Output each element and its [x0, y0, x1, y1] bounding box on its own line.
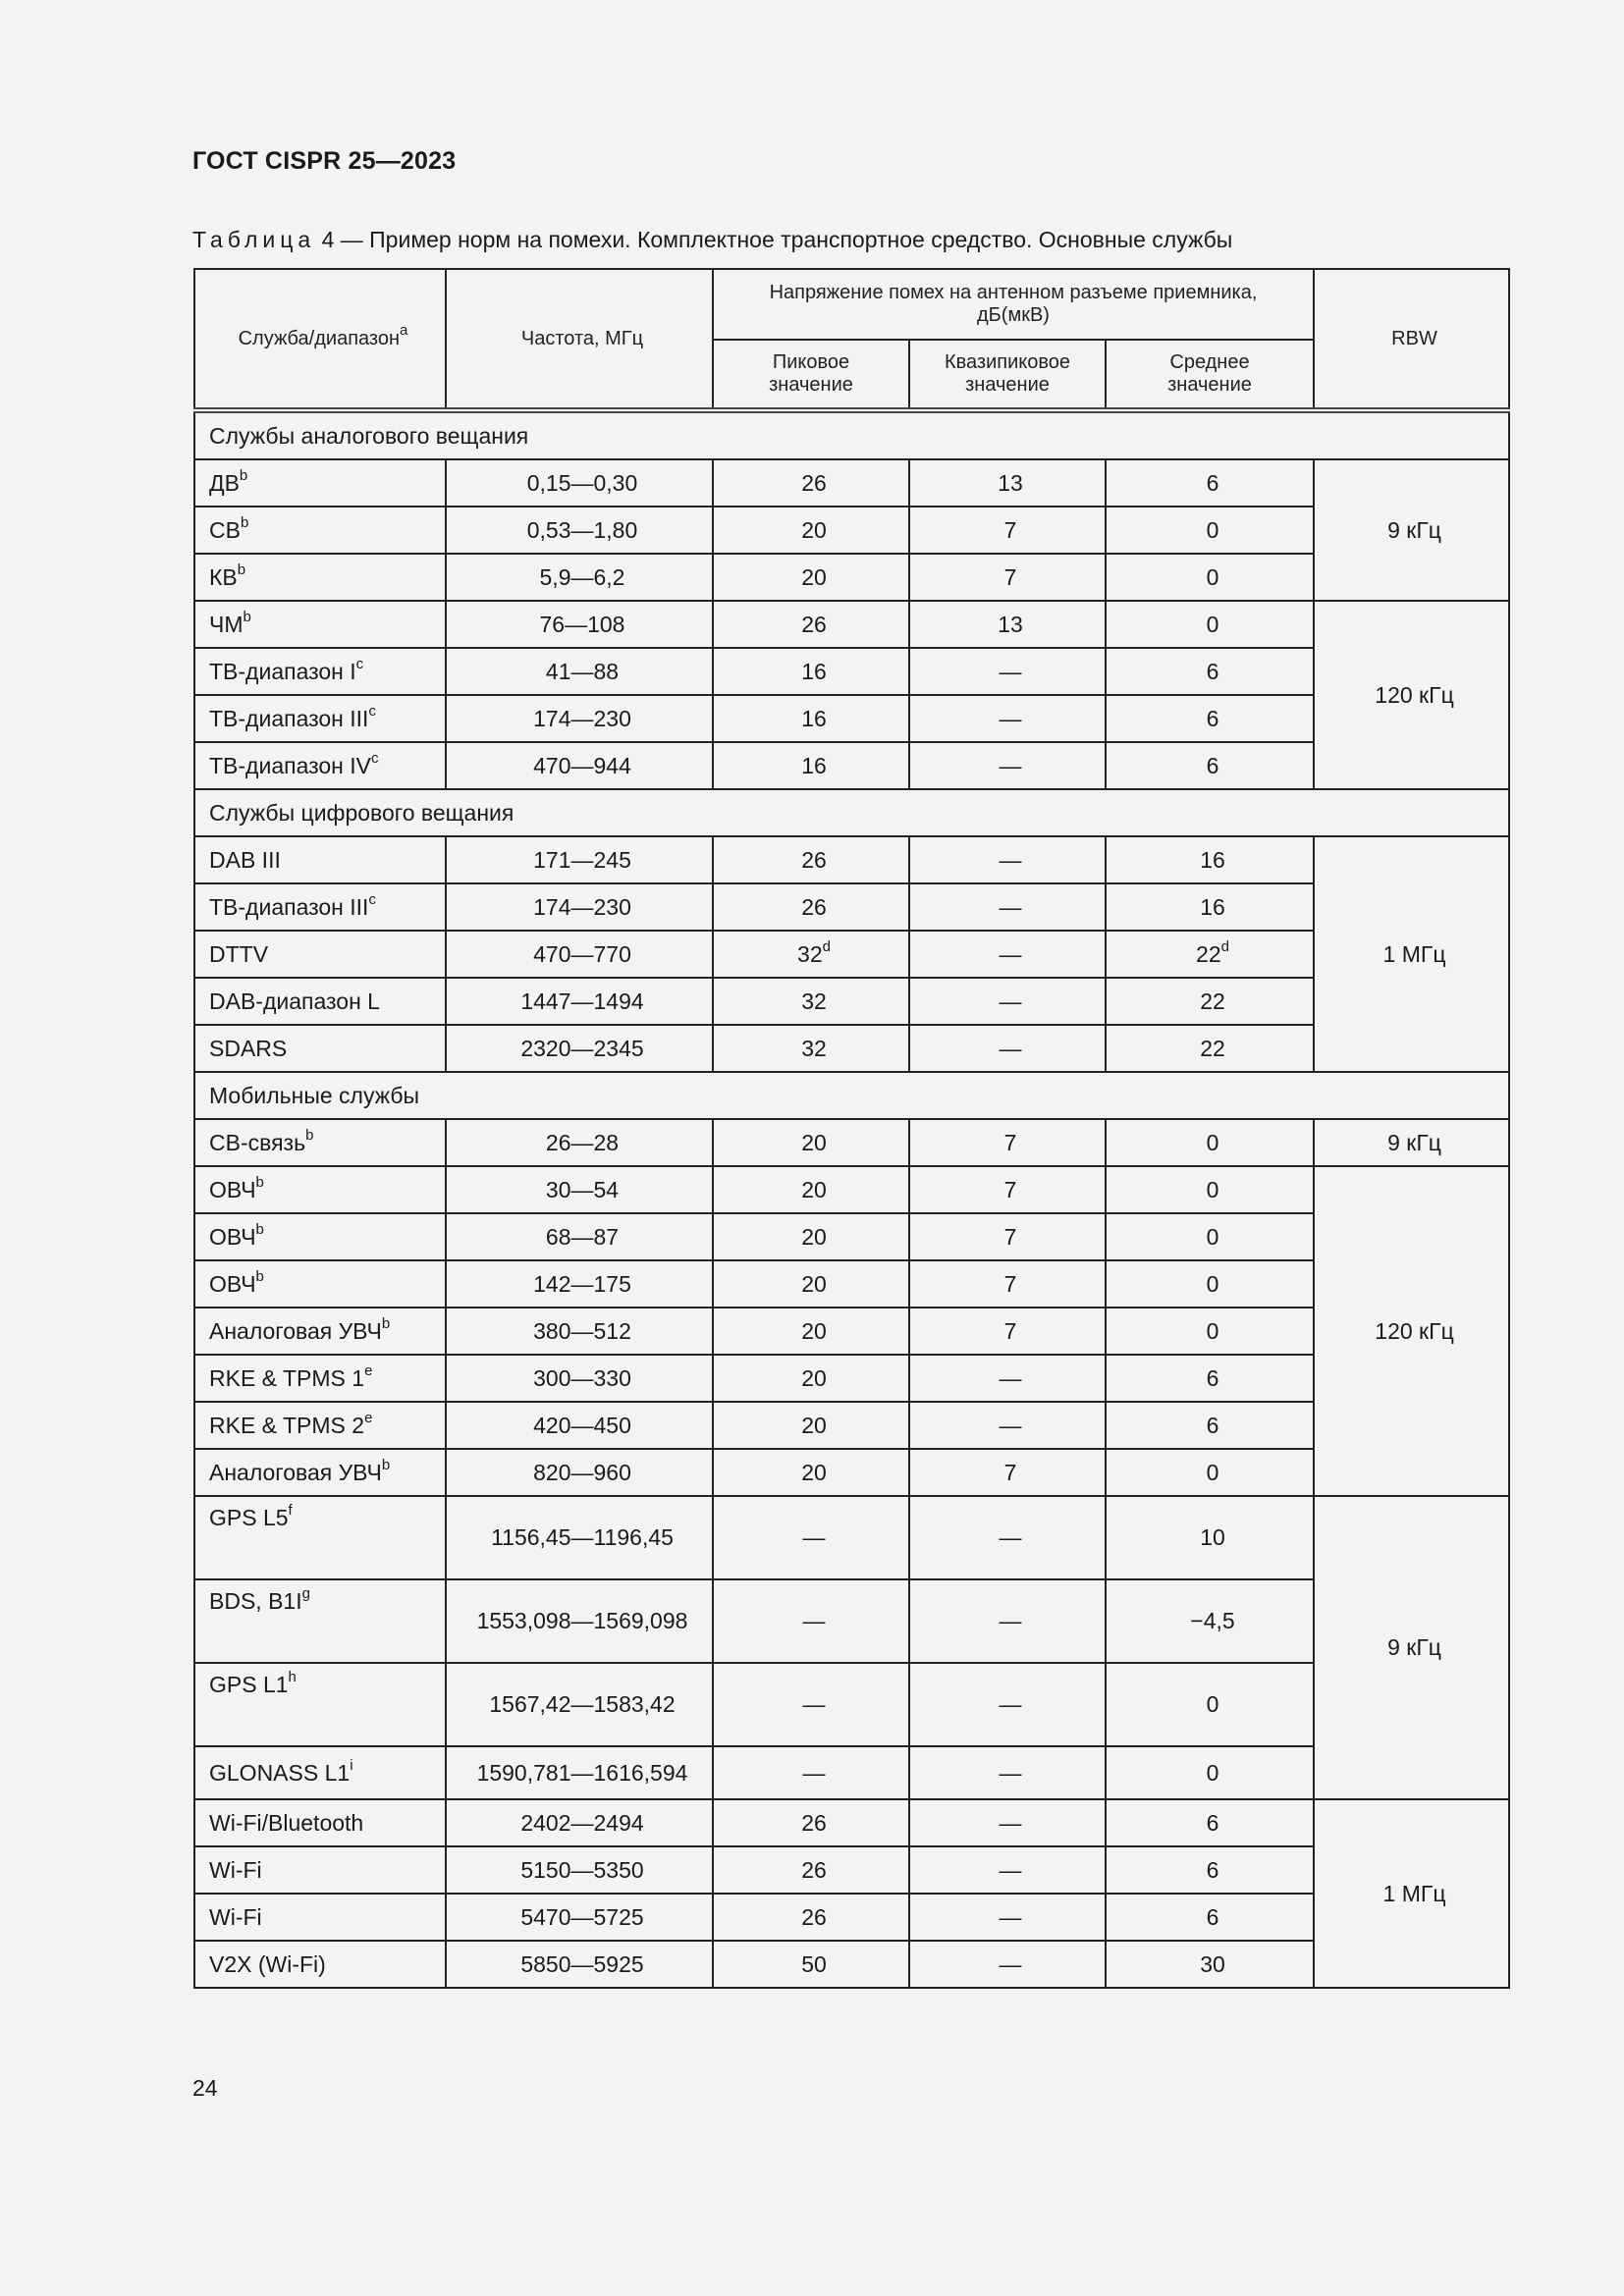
- table-row: [194, 1496, 1509, 1579]
- cell-rbw: 1 МГц: [1314, 1799, 1509, 1988]
- cell-average: 16: [1106, 883, 1314, 931]
- cell-peak: 20: [713, 507, 909, 554]
- cell-rbw: 9 кГц: [1314, 1496, 1509, 1799]
- header-average: Среднее значение: [1106, 340, 1314, 410]
- cell-average: 0: [1106, 1260, 1314, 1308]
- header-rbw: RBW: [1314, 269, 1509, 410]
- cell-quasi-peak: 7: [909, 1449, 1106, 1496]
- cell-service: SDARS: [194, 1025, 446, 1072]
- cell-service: $ДВ^b$: [194, 459, 446, 507]
- cell-peak: 20: [713, 1260, 909, 1308]
- cell-average: 6: [1106, 459, 1314, 507]
- cell-average: 6: [1106, 695, 1314, 742]
- cell-average: 16: [1106, 836, 1314, 883]
- cell-service: RKE & TPMS 1e: [194, 1355, 446, 1402]
- cell-quasi-peak: 13: [909, 459, 1106, 507]
- cell-service: ТВ-диапазон $I^c$: [194, 648, 446, 695]
- cell-frequency: 420—450: [446, 1402, 713, 1449]
- cell-frequency: 5,9—6,2: [446, 554, 713, 601]
- cell-service: ТВ-диапазон III$^c$: [194, 695, 446, 742]
- cell-peak: —: [713, 1496, 909, 1579]
- cell-average: 22: [1106, 1025, 1314, 1072]
- table-row: [194, 931, 1509, 978]
- cell-service: ОВЧ$^b$: [194, 1166, 446, 1213]
- cell-peak: 32$^d$: [713, 931, 909, 978]
- cell-peak: 26: [713, 836, 909, 883]
- cell-average: 6: [1106, 648, 1314, 695]
- cell-quasi-peak: —: [909, 883, 1106, 931]
- cell-frequency: 380—512: [446, 1308, 713, 1355]
- cell-frequency: 300—330: [446, 1355, 713, 1402]
- table-row: [194, 1402, 1509, 1449]
- cell-service: $КВ^b$: [194, 554, 446, 601]
- cell-average: 22$^d$: [1106, 931, 1314, 978]
- table-row: [194, 507, 1509, 554]
- cell-frequency: 1567,42—1583,42: [446, 1663, 713, 1746]
- cell-service: DTTV: [194, 931, 446, 978]
- cell-frequency: 26—28: [446, 1119, 713, 1166]
- table-row: [194, 1025, 1509, 1072]
- cell-frequency: 174—230: [446, 695, 713, 742]
- cell-frequency: 2402—2494: [446, 1799, 713, 1846]
- cell-peak: 26: [713, 883, 909, 931]
- cell-service: BDS, $B1I^g$: [194, 1579, 446, 1663]
- cell-rbw: 120 кГц: [1314, 1166, 1509, 1496]
- cell-average: 6: [1106, 1402, 1314, 1449]
- cell-peak: 32: [713, 978, 909, 1025]
- cell-frequency: 2320—2345: [446, 1025, 713, 1072]
- cell-peak: 26: [713, 601, 909, 648]
- cell-frequency: 174—230: [446, 883, 713, 931]
- cell-quasi-peak: —: [909, 1355, 1106, 1402]
- cell-average: 0: [1106, 1166, 1314, 1213]
- cell-average: 6: [1106, 1799, 1314, 1846]
- cell-frequency: 76—108: [446, 601, 713, 648]
- cell-average: 0: [1106, 1663, 1314, 1746]
- cell-peak: —: [713, 1663, 909, 1746]
- cell-frequency: 30—54: [446, 1166, 713, 1213]
- cell-quasi-peak: —: [909, 1496, 1106, 1579]
- cell-quasi-peak: —: [909, 1025, 1106, 1072]
- cell-frequency: 5850—5925: [446, 1941, 713, 1988]
- cell-quasi-peak: —: [909, 1799, 1106, 1846]
- cell-quasi-peak: —: [909, 742, 1106, 789]
- cell-service: Wi-Fi/Bluetooth: [194, 1799, 446, 1846]
- table-row: [194, 601, 1509, 648]
- table-body: [194, 410, 1509, 1988]
- cell-service: V2X (Wi-Fi): [194, 1941, 446, 1988]
- table-row: [194, 695, 1509, 742]
- cell-average: 6: [1106, 1894, 1314, 1941]
- cell-peak: 16: [713, 742, 909, 789]
- cell-peak: —: [713, 1579, 909, 1663]
- cell-frequency: 1156,45—1196,45: [446, 1496, 713, 1579]
- cell-average: 0: [1106, 507, 1314, 554]
- cell-average: 10: [1106, 1496, 1314, 1579]
- cell-quasi-peak: 13: [909, 601, 1106, 648]
- cell-quasi-peak: —: [909, 1663, 1106, 1746]
- cell-frequency: 470—944: [446, 742, 713, 789]
- table-row: [194, 1746, 1509, 1799]
- cell-quasi-peak: 7: [909, 507, 1106, 554]
- cell-service: DAB III: [194, 836, 446, 883]
- document-header: ГОСТ CISPR 25—2023: [192, 147, 457, 175]
- table-row: [194, 978, 1509, 1025]
- cell-average: 22: [1106, 978, 1314, 1025]
- cell-quasi-peak: 7: [909, 1119, 1106, 1166]
- cell-peak: 20: [713, 1355, 909, 1402]
- table-row: [194, 836, 1509, 883]
- cell-average: 0: [1106, 601, 1314, 648]
- cell-service: $ЧМ^b$: [194, 601, 446, 648]
- table-row: [194, 1941, 1509, 1988]
- table-row: [194, 883, 1509, 931]
- cell-peak: 20: [713, 1213, 909, 1260]
- cell-peak: 20: [713, 1308, 909, 1355]
- cell-frequency: 470—770: [446, 931, 713, 978]
- cell-service: Аналоговая УВЧ$^b$: [194, 1308, 446, 1355]
- cell-service: ТВ-диапазон $IV^c$: [194, 742, 446, 789]
- cell-average: 0: [1106, 1746, 1314, 1799]
- cell-service: ОВЧ$^b$: [194, 1260, 446, 1308]
- table-caption: [192, 227, 1232, 253]
- cell-peak: 20: [713, 1166, 909, 1213]
- cell-frequency: 1447—1494: [446, 978, 713, 1025]
- table-row: [194, 1355, 1509, 1402]
- cell-frequency: 1553,098—1569,098: [446, 1579, 713, 1663]
- cell-service: $СВ^b$: [194, 507, 446, 554]
- cell-service: Аналоговая УВЧ$^b$: [194, 1449, 446, 1496]
- cell-peak: 16: [713, 648, 909, 695]
- cell-frequency: 68—87: [446, 1213, 713, 1260]
- cell-service: Wi-Fi: [194, 1846, 446, 1894]
- cell-quasi-peak: —: [909, 836, 1106, 883]
- cell-service: RKE & TPMS 2e: [194, 1402, 446, 1449]
- cell-peak: —: [713, 1746, 909, 1799]
- interference-limits-table: [193, 268, 1510, 1989]
- cell-service: GPS L5$^f$: [194, 1496, 446, 1579]
- table-row: [194, 1846, 1509, 1894]
- cell-service: СВ-связь$^b$: [194, 1119, 446, 1166]
- table-caption-text: 4 — Пример норм на помехи. Комплектное транспортное средство. Основные службы: [315, 227, 1233, 252]
- header-quasi-peak: Квазипиковое значение: [909, 340, 1106, 410]
- table-row: [194, 1799, 1509, 1846]
- section-title: Службы аналогового вещания: [194, 410, 1509, 459]
- cell-average: 6: [1106, 742, 1314, 789]
- cell-quasi-peak: —: [909, 1894, 1106, 1941]
- cell-frequency: 171—245: [446, 836, 713, 883]
- cell-average: 30: [1106, 1941, 1314, 1988]
- cell-service: Wi-Fi: [194, 1894, 446, 1941]
- table-row: [194, 459, 1509, 507]
- table-row: [194, 742, 1509, 789]
- cell-peak: 20: [713, 1402, 909, 1449]
- table-row: [194, 554, 1509, 601]
- cell-peak: 20: [713, 1119, 909, 1166]
- section-title: Мобильные службы: [194, 1072, 1509, 1119]
- table-row: [194, 1213, 1509, 1260]
- cell-quasi-peak: —: [909, 1846, 1106, 1894]
- header-frequency: Частота, МГц: [446, 269, 713, 410]
- cell-average: 0: [1106, 1449, 1314, 1496]
- cell-quasi-peak: —: [909, 978, 1106, 1025]
- cell-frequency: 41—88: [446, 648, 713, 695]
- section-title: Службы цифрового вещания: [194, 789, 1509, 836]
- cell-rbw: 9 кГц: [1314, 1119, 1509, 1166]
- table-row: [194, 1308, 1509, 1355]
- cell-peak: 26: [713, 459, 909, 507]
- cell-quasi-peak: —: [909, 931, 1106, 978]
- cell-peak: 50: [713, 1941, 909, 1988]
- table-row: [194, 648, 1509, 695]
- cell-average: 0: [1106, 1119, 1314, 1166]
- cell-frequency: 142—175: [446, 1260, 713, 1308]
- cell-quasi-peak: —: [909, 1402, 1106, 1449]
- cell-quasi-peak: —: [909, 1579, 1106, 1663]
- cell-service: GPS L1$^h$: [194, 1663, 446, 1746]
- cell-frequency: 0,53—1,80: [446, 507, 713, 554]
- cell-peak: 20: [713, 554, 909, 601]
- cell-service: DAB-диапазон L: [194, 978, 446, 1025]
- table-row: [194, 1119, 1509, 1166]
- page-number: 24: [192, 2075, 218, 2101]
- table-caption-prefix: Таблица: [192, 227, 316, 252]
- header-voltage: Напряжение помех на антенном разъеме приемника, дБ(мкВ): [713, 269, 1314, 340]
- table-row: [194, 1166, 1509, 1213]
- cell-quasi-peak: —: [909, 648, 1106, 695]
- cell-frequency: 820—960: [446, 1449, 713, 1496]
- cell-peak: 26: [713, 1846, 909, 1894]
- cell-peak: 26: [713, 1799, 909, 1846]
- cell-peak: 20: [713, 1449, 909, 1496]
- cell-average: 0: [1106, 1308, 1314, 1355]
- cell-frequency: 0,15—0,30: [446, 459, 713, 507]
- table-row: [194, 1894, 1509, 1941]
- cell-average: 6: [1106, 1846, 1314, 1894]
- cell-quasi-peak: —: [909, 695, 1106, 742]
- cell-service: ОВЧ$^b$: [194, 1213, 446, 1260]
- header-peak: Пиковое значение: [713, 340, 909, 410]
- cell-peak: 32: [713, 1025, 909, 1072]
- cell-quasi-peak: 7: [909, 554, 1106, 601]
- cell-frequency: 1590,781—1616,594: [446, 1746, 713, 1799]
- cell-average: 0: [1106, 1213, 1314, 1260]
- table-row: [194, 1260, 1509, 1308]
- cell-rbw: 120 кГц: [1314, 601, 1509, 789]
- cell-peak: 16: [713, 695, 909, 742]
- cell-quasi-peak: 7: [909, 1308, 1106, 1355]
- cell-quasi-peak: —: [909, 1746, 1106, 1799]
- table-row: [194, 1449, 1509, 1496]
- cell-peak: 26: [713, 1894, 909, 1941]
- cell-frequency: 5470—5725: [446, 1894, 713, 1941]
- table-row: [194, 1663, 1509, 1746]
- cell-service: GLONASS L1$^i$: [194, 1746, 446, 1799]
- cell-rbw: 1 МГц: [1314, 836, 1509, 1072]
- cell-service: ТВ-диапазон III$^c$: [194, 883, 446, 931]
- cell-average: −4,5: [1106, 1579, 1314, 1663]
- cell-frequency: 5150—5350: [446, 1846, 713, 1894]
- table-row: [194, 1579, 1509, 1663]
- cell-rbw: 9 кГц: [1314, 459, 1509, 601]
- header-service: Служба/диапазон$^a$: [194, 269, 446, 410]
- cell-average: 0: [1106, 554, 1314, 601]
- cell-average: 6: [1106, 1355, 1314, 1402]
- cell-quasi-peak: —: [909, 1941, 1106, 1988]
- cell-quasi-peak: 7: [909, 1213, 1106, 1260]
- cell-quasi-peak: 7: [909, 1166, 1106, 1213]
- cell-quasi-peak: 7: [909, 1260, 1106, 1308]
